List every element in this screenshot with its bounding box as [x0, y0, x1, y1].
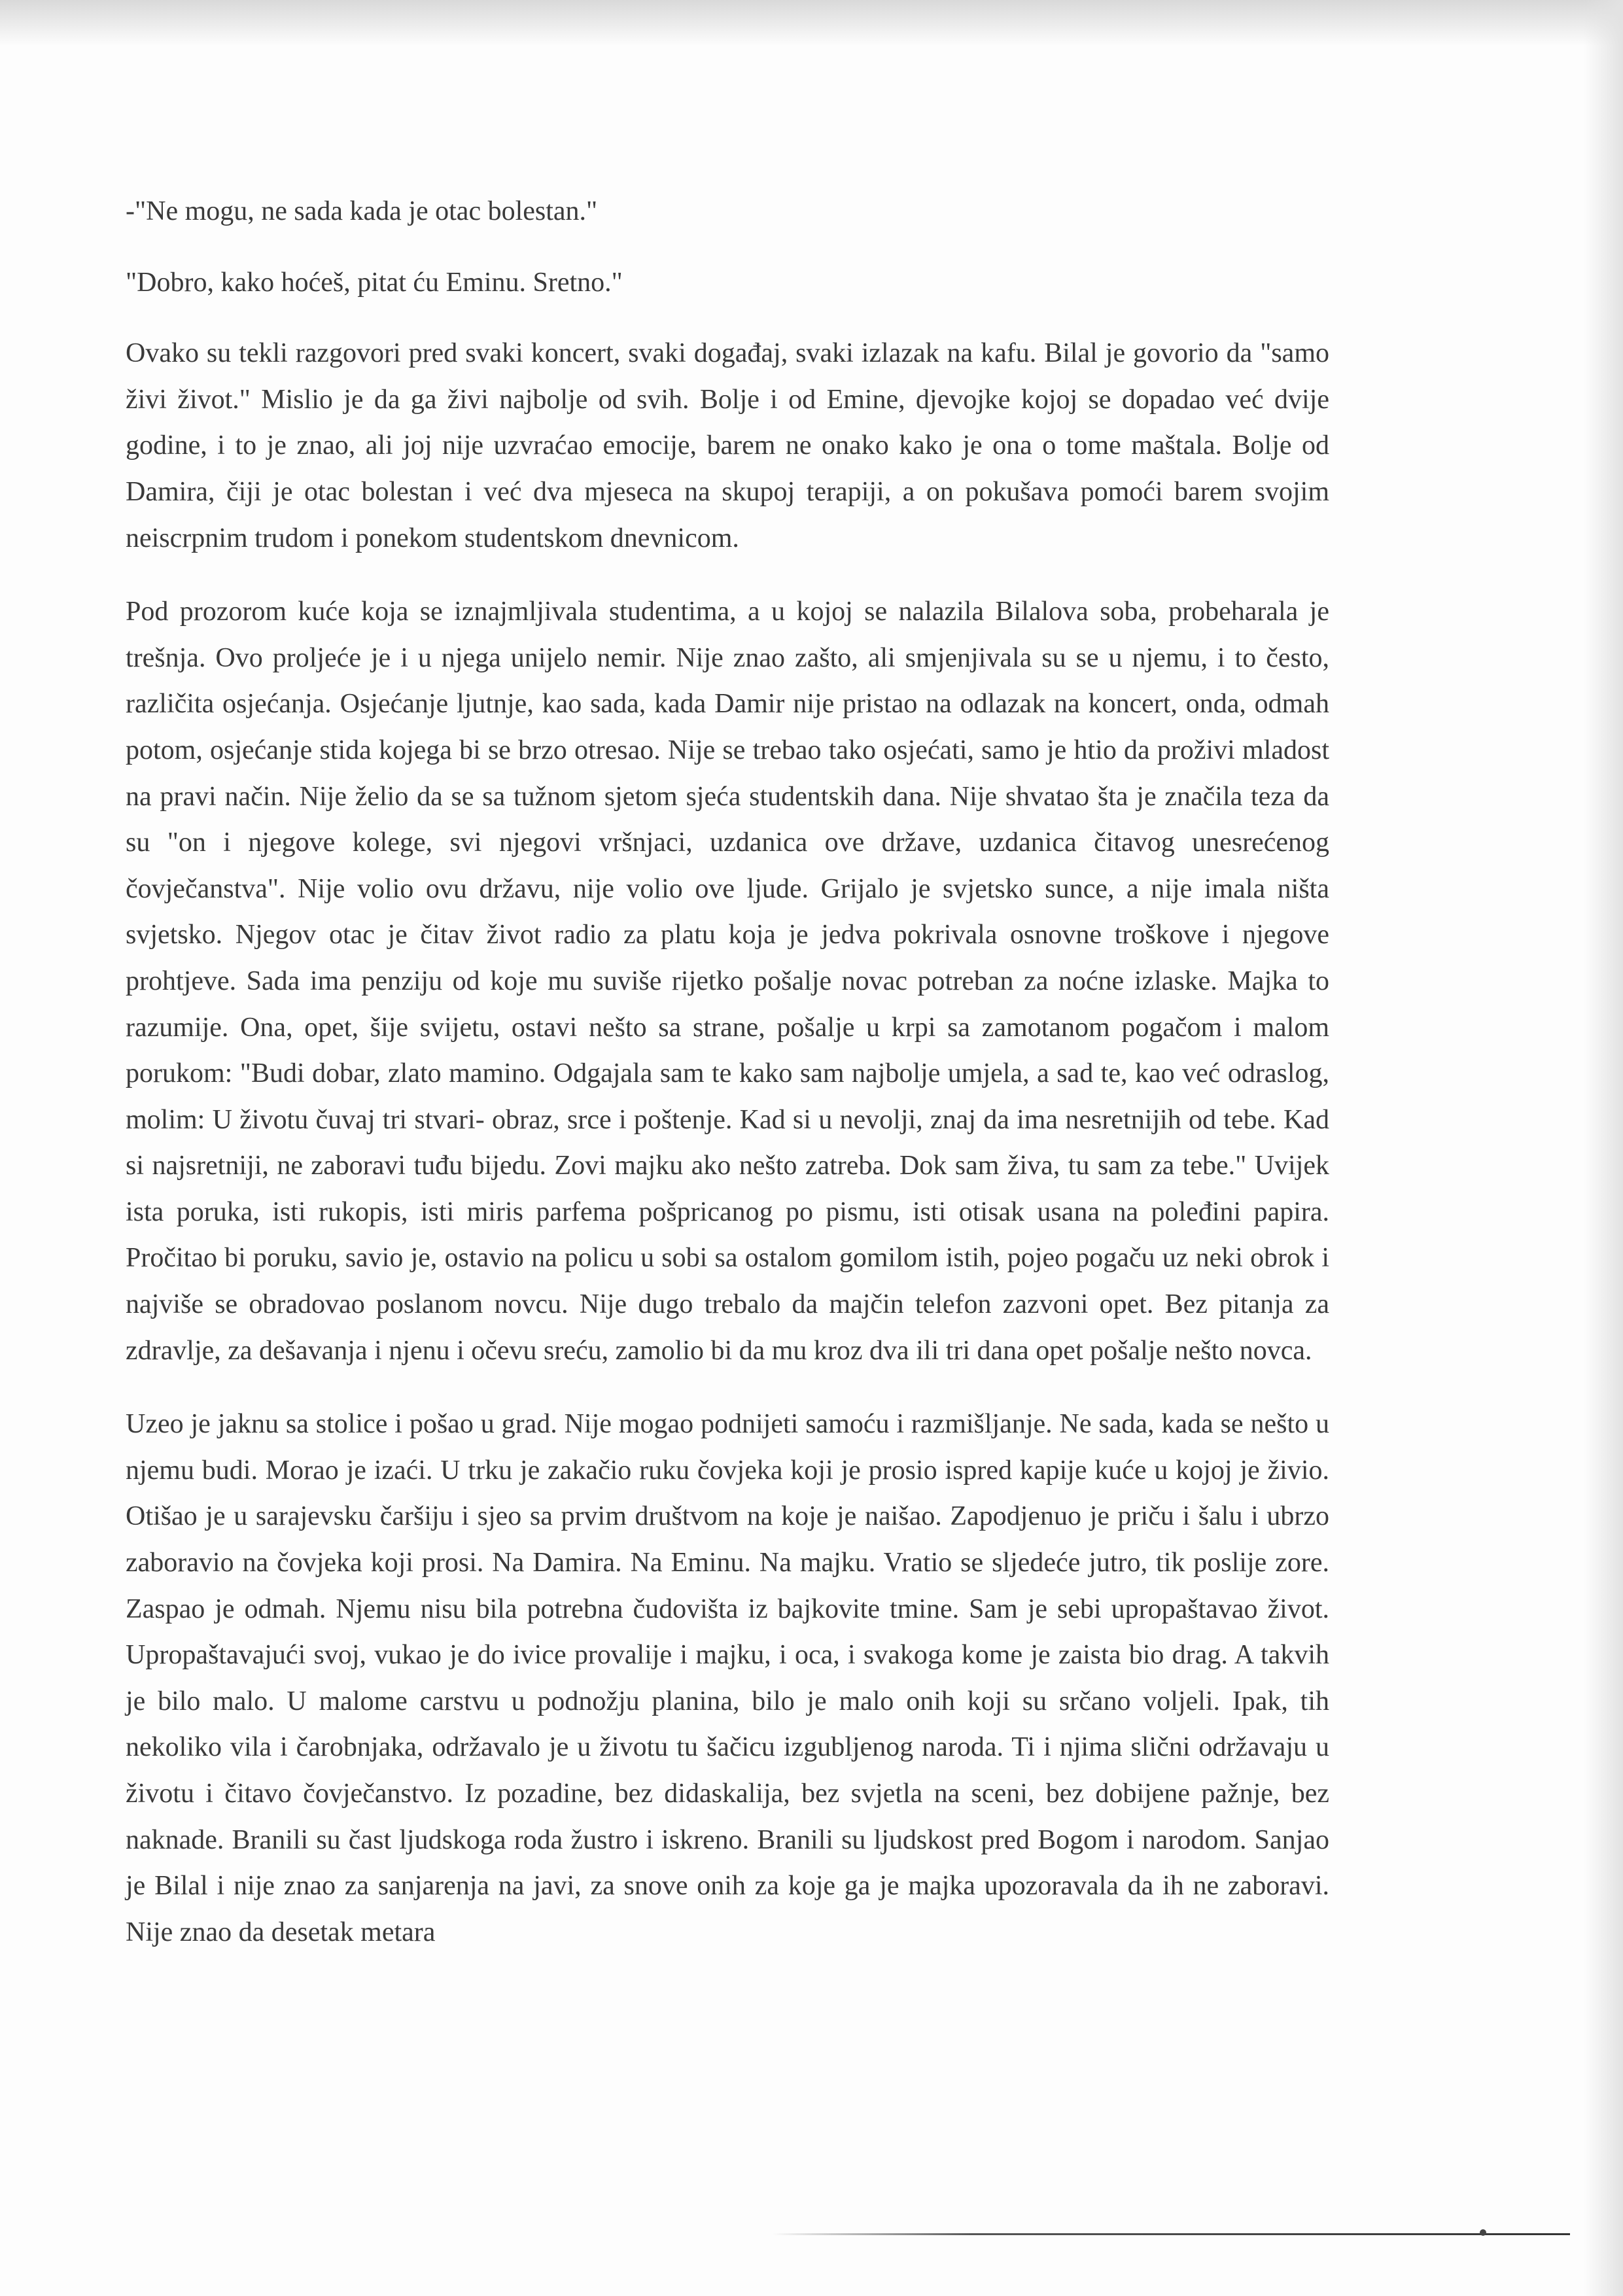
scan-edge-shadow-right	[1584, 0, 1623, 2296]
scan-speck	[1480, 2229, 1486, 2236]
paragraph-2: Pod prozorom kuće koja se iznajmljivala studentima, a u kojoj se nalazila Bilalova soba, probeharala je trešnja. Ovo proljeće je i u njega unijelo nemir. Nije znao zašto, ali smjenjivala su se u njemu, i to često, različita osjećanja. Osjećanje ljutnje, kao sada, kada Damir nije pristao na odlazak na koncert, onda, odmah potom, osjećanje stida kojega bi se brzo otresao. Nije se trebao tako osjećati, samo je htio da proživi mladost na pravi način. Nije želio da se sa tužnom sjetom sjeća studentskih dana. Nije shvatao šta je značila teza da su "on i njegove kolege, svi njegovi vršnjaci, uzdanica ove države, uzdanica čitavog unesrećenog čovječanstva". Nije volio ovu državu, nije volio ove ljude. Grijalo je svjetsko sunce, a nije imala ništa svjetsko. Njegov otac je čitav život radio za platu koja je jedva pokrivala osnovne troškove i njegove prohtjeve. Sada ima penziju od koje mu suviše rijetko pošalje novac potreban za noćne izlaske. Majka to razumije. Ona, opet, šije svijetu, ostavi nešto sa strane, pošalje u krpi sa zamotanom pogačom i malom porukom: "Budi dobar, zlato mamino. Odgajala sam te kako sam najbolje umjela, a sad te, kao već odraslog, molim: U životu čuvaj tri stvari- obraz, srce i poštenje. Kad si u nevolji, znaj da ima nesretnijih od tebe. Kad si najsretniji, ne zaboravi tuđu bijedu. Zovi majku ako nešto zatreba. Dok sam živa, tu sam za tebe." Uvijek ista poruka, isti rukopis, isti miris parfema pošpricanog po pismu, isti otisak usana na poleđini papira. Pročitao bi poruku, savio je, ostavio na policu u sobi sa ostalom gomilom istih, pojeo pogaču uz neki obrok i najviše se obradovao poslanom novcu. Nije dugo trebalo da majčin telefon zazvoni opet. Bez pitanja za zdravlje, za dešavanja i njenu i očevu sreću, zamolio bi da mu kroz dva ili tri dana opet pošalje nešto novca.	[126, 597, 1329, 1366]
scan-edge-shadow	[0, 0, 1623, 46]
dialogue-line-2: "Dobro, kako hoćeš, pitat ću Eminu. Sretno."	[126, 267, 623, 298]
dialogue-line-1: -"Ne mogu, ne sada kada je otac bolestan."	[126, 196, 598, 226]
document-body	[126, 188, 1329, 1983]
page-bottom-rule	[772, 2233, 1570, 2235]
paragraph-3: Uzeo je jaknu sa stolice i pošao u grad. Nije mogao podnijeti samoću i razmišljanje. Ne sada, kada se nešto u njemu budi. Morao je izaći. U trku je zakačio ruku čovjeka koji je prosio ispred kapije kuće u kojoj je živio. Otišao je u sarajevsku čaršiju i sjeo sa prvim društvom na koje je naišao. Zapodjenuo je priču i šalu i ubrzo zaboravio na čovjeka koji prosi. Na Damira. Na Eminu. Na majku. Vratio se sljedeće jutro, tik poslije zore. Zaspao je odmah. Njemu nisu bila potrebna čudovišta iz bajkovite tmine. Sam je sebi upropaštavao život. Upropaštavajući svoj, vukao je do ivice provalije i majku, i oca, i svakoga kome je zaista bio drag. A takvih je bilo malo. U malome carstvu u podnožju planina, bilo je malo onih koji su srčano voljeli. Ipak, tih nekoliko vila i čarobnjaka, održavalo je u životu tu šačicu izgubljenog naroda. Ti i njima slični održavaju u životu i čitavo čovječanstvo. Iz pozadine, bez didaskalija, bez svjetla na sceni, bez dobijene pažnje, bez naknade. Branili su čast ljudskoga roda žustro i iskreno. Branili su ljudskost pred Bogom i narodom. Sanjao je Bilal i nije znao za sanjarenja na javi, za snove onih za koje ga je majka upozoravala da ih ne zaboravi. Nije znao da desetak metara	[126, 1409, 1329, 1947]
paragraph-1: Ovako su tekli razgovori pred svaki koncert, svaki događaj, svaki izlazak na kafu. Bilal je govorio da "samo živi život." Mislio je da ga živi najbolje od svih. Bolje i od Emine, djevojke kojoj se dopadao već dvije godine, i to je znao, ali joj nije uzvraćao emocije, barem ne onako kako je ona o tome maštala. Bolje od Damira, čiji je otac bolestan i već dva mjeseca na skupoj terapiji, a on pokušava pomoći barem svojim neiscrpnim trudom i ponekom studentskom dnevnicom.	[126, 338, 1329, 553]
